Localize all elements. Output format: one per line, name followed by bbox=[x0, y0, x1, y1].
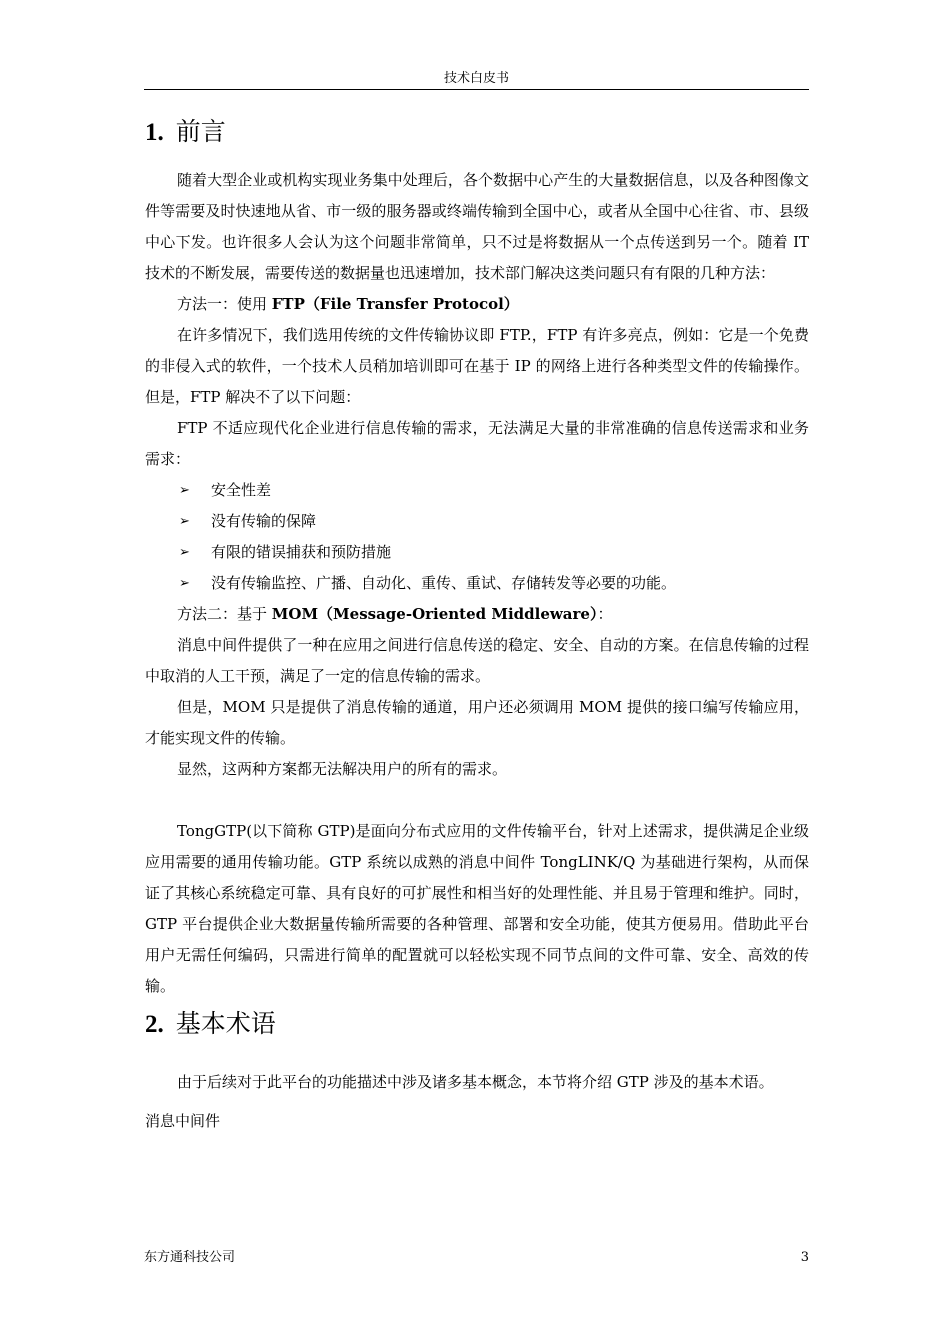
mom-paragraph: 消息中间件提供了一种在应用之间进行信息传送的稳定、安全、自动的方案。在信息传输的过程中取消的人工干预，满足了一定的信息传输的需求。 bbox=[145, 636, 809, 685]
list-item: ➢ 安全性差 bbox=[145, 475, 809, 506]
section-1-heading bbox=[145, 112, 809, 153]
method-2-name: MOM（Message-Oriented Middleware） bbox=[271, 605, 598, 623]
page-header: 技术白皮书 bbox=[443, 71, 509, 86]
arrow-bullet-icon: ➢ bbox=[179, 576, 190, 591]
list-item: ➢ 有限的错误捕获和预防措施 bbox=[145, 537, 809, 568]
ftp-issues-list bbox=[145, 475, 809, 599]
method-2-prefix: 方法二：基于 bbox=[177, 605, 272, 623]
footer-company: 东方通科技公司 bbox=[144, 1250, 236, 1265]
mom-limitation-paragraph: 但是，MOM 只是提供了消息传输的通道，用户还必须调用 MOM 提供的接口编写传输应用，才能实现文件的传输。 bbox=[145, 698, 809, 747]
section-2-number: 2. bbox=[145, 1011, 164, 1038]
section-2-title: 基本术语 bbox=[175, 1009, 276, 1038]
method-1-prefix: 方法一：使用 bbox=[177, 295, 272, 313]
term-message-middleware: 消息中间件 bbox=[145, 1112, 221, 1130]
arrow-bullet-icon: ➢ bbox=[179, 545, 190, 560]
ftp-limitations-paragraph: FTP 不适应现代化企业进行信息传输的需求，无法满足大量的非常准确的信息传送需求和业务需求： bbox=[145, 419, 809, 468]
header-divider bbox=[144, 89, 809, 90]
section-2-heading bbox=[145, 1004, 809, 1045]
arrow-bullet-icon: ➢ bbox=[179, 514, 190, 529]
method-1-line bbox=[145, 289, 809, 320]
method-2-suffix: ： bbox=[597, 605, 613, 623]
method-1-name: FTP（File Transfer Protocol） bbox=[271, 295, 519, 313]
tonggtp-paragraph: TongGTP(以下简称 GTP)是面向分布式应用的文件传输平台，针对上述需求，提供满足企业级应用需要的通用传输功能。GTP 系统以成熟的消息中间件 TongLINK/Q 为基础进行架构，从而保证了其核心系统稳定可靠、具有良好的可扩展性和相当好的处理性能、并且易于管理和维护。同时，GTP 平台提供企业大数据量传输所需要的各种管理、部署和安全功能，使其方便易用。借助此平台用户无需任何编码，只需进行简单的配置就可以轻松实现不同节点间的文件可靠、安全、高效的传输。 bbox=[145, 822, 809, 995]
conclusion-paragraph: 显然，这两种方案都无法解决用户的所有的需求。 bbox=[177, 760, 508, 778]
section-1-number: 1. bbox=[145, 119, 164, 146]
section-1-title: 前言 bbox=[175, 117, 226, 146]
document-body bbox=[145, 112, 809, 1137]
ftp-paragraph: 在许多情况下，我们选用传统的文件传输协议即 FTP.，FTP 有许多亮点，例如：它是一个免费的非侵入式的软件，一个技术人员稍加培训即可在基于 IP 的网络上进行各种类型文件的传输操作。但是，FTP 解决不了以下问题： bbox=[145, 326, 809, 406]
method-2-line bbox=[145, 599, 809, 630]
list-item: ➢ 没有传输的保障 bbox=[145, 506, 809, 537]
terms-intro-paragraph: 由于后续对于此平台的功能描述中涉及诸多基本概念，本节将介绍 GTP 涉及的基本术语。 bbox=[177, 1073, 774, 1091]
page-number: 3 bbox=[800, 1250, 809, 1265]
arrow-bullet-icon: ➢ bbox=[179, 483, 190, 498]
paragraph-spacer bbox=[145, 785, 809, 816]
intro-paragraph: 随着大型企业或机构实现业务集中处理后，各个数据中心产生的大量数据信息，以及各种图像文件等需要及时快速地从省、市一级的服务器或终端传输到全国中心，或者从全国中心往省、市、县级中心下发。也许很多人会认为这个问题非常简单，只不过是将数据从一个点传送到另一个。随着 IT 技术的不断发展，需要传送的数据量也迅速增加，技术部门解决这类问题只有有限的几种方法： bbox=[145, 171, 809, 282]
list-item: ➢ 没有传输监控、广播、自动化、重传、重试、存储转发等必要的功能。 bbox=[145, 568, 809, 599]
